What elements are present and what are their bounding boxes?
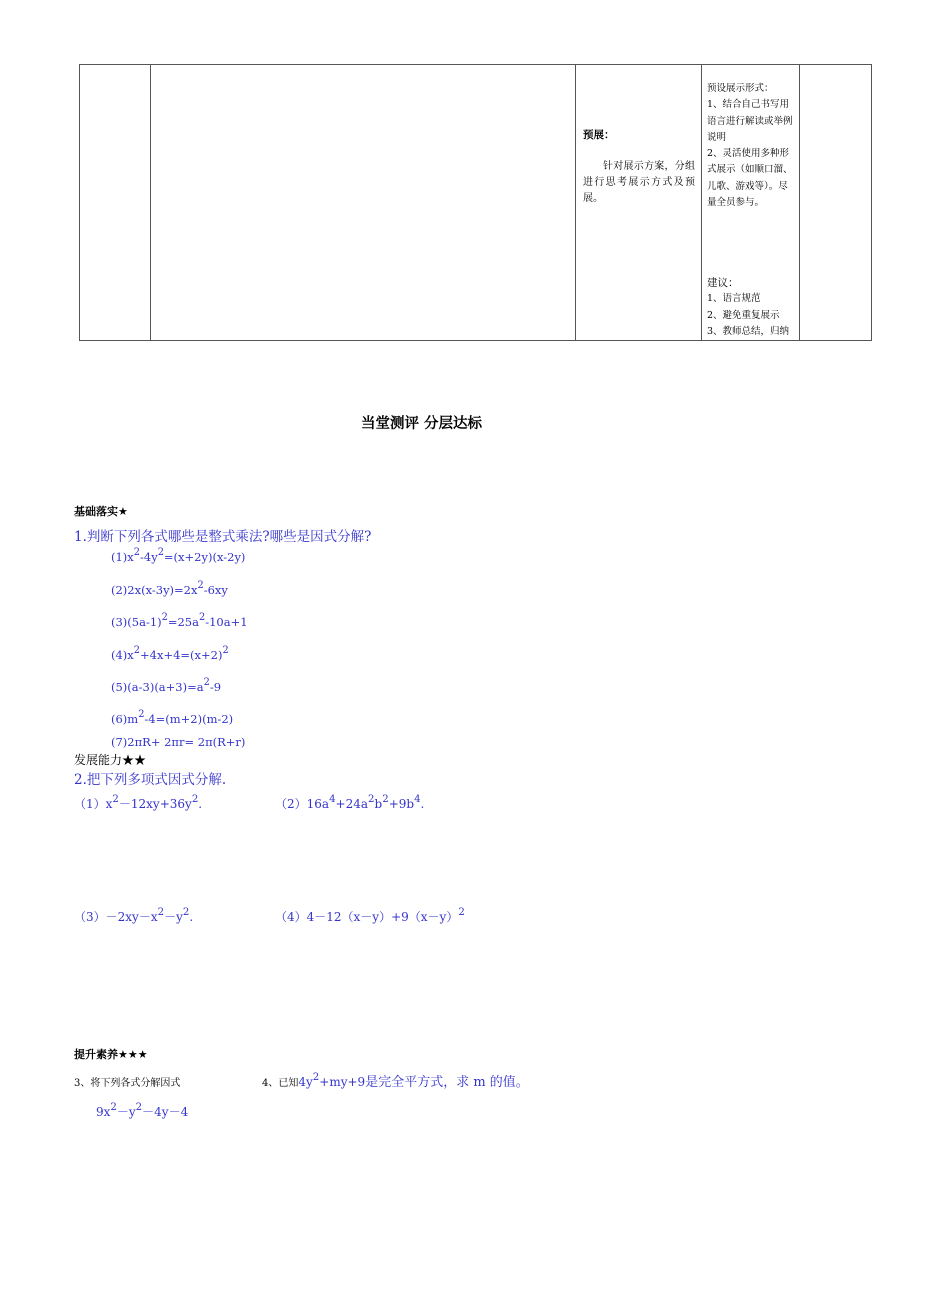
suggestion-heading: 建议：: [707, 277, 739, 289]
section-develop-heading: 发展能力★★: [74, 753, 147, 767]
item-1: $(1)x^2-4y^2=(x+2y)(x-2y)$: [111, 547, 246, 564]
table-cell-empty-2: [151, 65, 576, 341]
item-5: $(5)(a-3)(a+3)=a^2-9$: [111, 677, 222, 694]
problem-2-2: $(2)16a^4+24a^2b^2+9b^4$.: [275, 794, 425, 811]
tips-line: 2、灵活使用多种形式展示（如顺口溜、儿歌、游戏等）。尽量全员参与。: [707, 148, 793, 209]
suggestion-line: 1、语言规范: [707, 293, 761, 305]
problem-2-4: $(4)4-12(x-y)+9(x-y)^2$: [275, 907, 465, 924]
section-basic-heading: 基础落实★: [74, 505, 128, 518]
item-7: (7)2πR+ 2πr= 2π(R+r): [111, 735, 246, 749]
question-1: 1.判断下列各式哪些是整式乘法?哪些是因式分解?: [74, 529, 372, 545]
preview-text: 针对展示方案，分组进行思考展示方式及预展。: [583, 161, 695, 204]
table-cell-empty-1: [80, 65, 151, 341]
page-title: 当堂测评 分层达标: [360, 416, 483, 432]
table-cell-empty-5: [800, 65, 872, 341]
question-2: 2.把下列多项式因式分解.: [74, 772, 227, 788]
question-3-label: 3、将下列各式分解因式: [74, 1078, 181, 1089]
tips-line: 预设展示形式：: [707, 83, 774, 94]
suggestion-line: 2、避免重复展示: [707, 309, 780, 321]
item-6: $(6)m^2-4=(m+2)(m-2)$: [111, 709, 234, 726]
problem-3-expression: $9x^2-y^2-4y-4$: [96, 1102, 189, 1119]
tips-line: 1、结合自己书写用语言进行解读或举例说明: [707, 99, 793, 143]
item-2: $(2)2x(x-3y)=2x^2-6xy$: [111, 580, 228, 597]
suggestion-line: 3、教师总结，归纳: [707, 325, 790, 337]
question-4: 4、已知$4y^2+my+9$是完全平方式，求 m 的值。: [262, 1072, 529, 1090]
item-3: $(3)(5a-1)^2=25a^2-10a+1$: [111, 612, 248, 629]
tips-cell: [702, 65, 800, 341]
preview-title: 预展：: [583, 129, 615, 141]
section-improve-heading: 提升素养★★★: [74, 1048, 148, 1061]
item-4: $(4)x^2+4x+4=(x+2)^2$: [111, 645, 229, 662]
suggestion-block: [707, 275, 796, 340]
problem-2-3: $(3)-2xy-x^2-y^2$.: [74, 907, 194, 924]
problem-2-1: $(1)x^2-12xy+36y^2$.: [74, 794, 203, 811]
preview-cell: [576, 65, 702, 341]
lesson-plan-table: [79, 64, 872, 341]
